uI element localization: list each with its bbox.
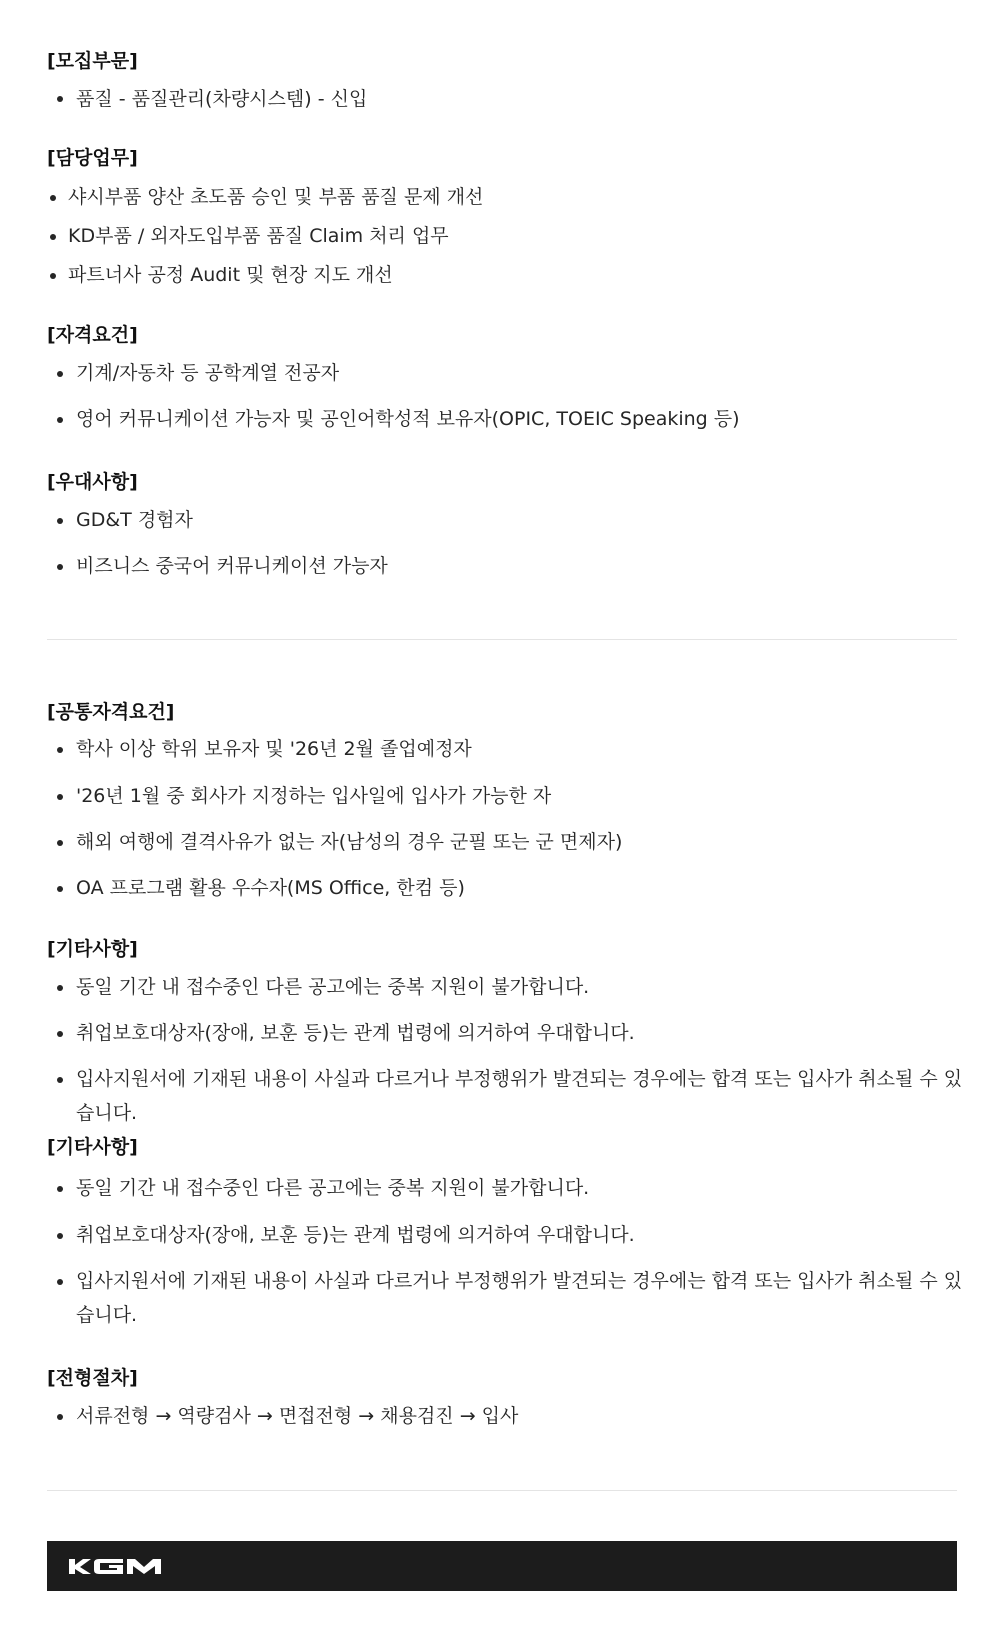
bullet-icon [57,1031,63,1037]
kgm-logo-icon [69,1557,165,1575]
list-item: 품질 - 품질관리(차량시스템) - 신입 [76,88,368,110]
footer-banner [47,1541,957,1591]
list-item: 기계/자동차 등 공학계열 전공자 [76,362,340,384]
list-item: KD부품 / 외자도입부품 품질 Claim 처리 업무 [68,225,449,247]
bullet-icon [57,564,63,570]
divider [47,639,957,640]
section-title-duties: [담당업무] [47,147,138,169]
bullet-icon [50,195,56,201]
list-item: '26년 1월 중 회사가 지정하는 입사일에 입사가 가능한 자 [76,785,552,807]
list-item: 서류전형 → 역량검사 → 면접전형 → 채용검진 → 입사 [76,1405,519,1427]
list-item: 영어 커뮤니케이션 가능자 및 공인어학성적 보유자(OPIC, TOEIC Speaking 등) [76,408,740,430]
bullet-icon [57,747,63,753]
divider [47,1490,957,1491]
section-title-common-qualifications: [공통자격요건] [47,701,175,723]
bullet-icon [50,234,56,240]
section-title-recruit-field: [모집부문] [47,50,138,72]
bullet-icon [57,371,63,377]
list-item: 학사 이상 학위 보유자 및 '26년 2월 졸업예정자 [76,738,472,760]
bullet-icon [57,886,63,892]
section-title-preferences: [우대사항] [47,471,138,493]
list-item: 취업보호대상자(장애, 보훈 등)는 관계 법령에 의거하여 우대합니다. [76,1022,635,1044]
bullet-icon [57,96,63,102]
bullet-icon [57,1414,63,1420]
bullet-icon [57,417,63,423]
list-item: 동일 기간 내 접수중인 다른 공고에는 중복 지원이 불가합니다. [76,1177,590,1199]
bullet-icon [57,518,63,524]
bullet-icon [57,1077,63,1083]
section-title-other: [기타사항] [47,938,138,960]
bullet-icon [57,1233,63,1239]
list-item: 해외 여행에 결격사유가 없는 자(남성의 경우 군필 또는 군 면제자) [76,831,623,853]
list-item: 취업보호대상자(장애, 보훈 등)는 관계 법령에 의거하여 우대합니다. [76,1224,635,1246]
section-title-qualifications: [자격요건] [47,324,138,346]
bullet-icon [57,840,63,846]
list-item: 비즈니스 중국어 커뮤니케이션 가능자 [76,555,388,577]
list-item: 샤시부품 양산 초도품 승인 및 부품 품질 문제 개선 [68,186,484,208]
list-item: GD&T 경험자 [76,509,193,531]
section-title-process: [전형절차] [47,1367,138,1389]
bullet-icon [57,1186,63,1192]
list-item: 파트너사 공정 Audit 및 현장 지도 개선 [68,264,393,286]
list-item: 동일 기간 내 접수중인 다른 공고에는 중복 지원이 불가합니다. [76,976,590,998]
list-item: 입사지원서에 기재된 내용이 사실과 다르거나 부정행위가 발견되는 경우에는 합격 또는 입사가 취소될 수 있습니다. [76,1068,963,1124]
list-item: OA 프로그램 활용 우수자(MS Office, 한컴 등) [76,877,465,899]
bullet-icon [50,273,56,279]
list-item: 입사지원서에 기재된 내용이 사실과 다르거나 부정행위가 발견되는 경우에는 합격 또는 입사가 취소될 수 있습니다. [76,1270,963,1326]
bullet-icon [57,1279,63,1285]
bullet-icon [57,794,63,800]
section-title-other-clipped: [기타사항] [47,1136,138,1158]
bullet-icon [57,985,63,991]
